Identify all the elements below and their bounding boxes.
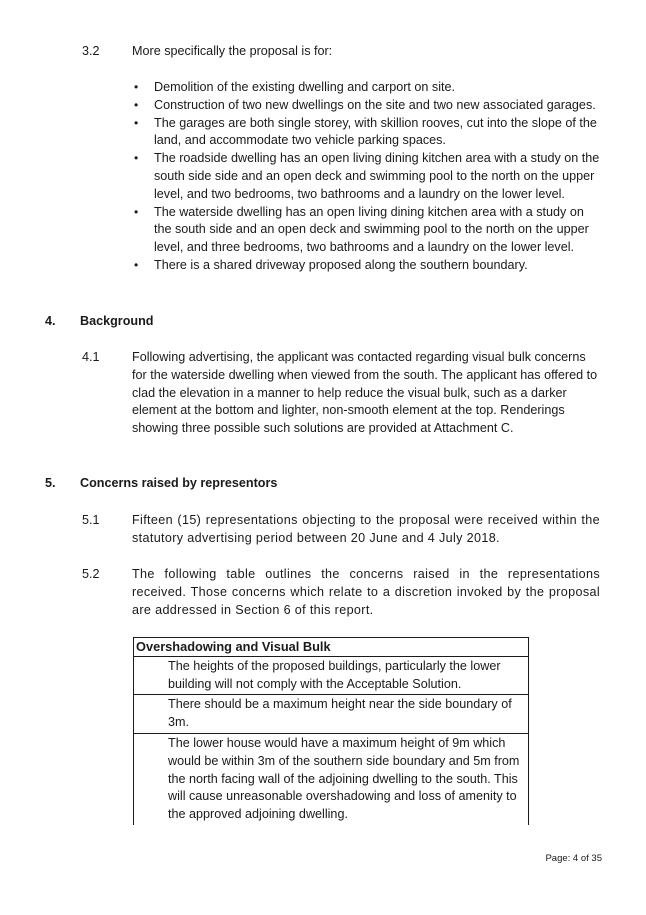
page-number: Page: 4 of 35 xyxy=(545,853,602,864)
table-header-row xyxy=(134,638,529,657)
item-5-2-text: The following table outlines the concerns raised in the representations received. Those concerns which relate to a discretion invoked by the proposal are addressed in Section 6 of this report. xyxy=(132,567,600,617)
bullet-icon: • xyxy=(134,97,139,112)
bullet-icon: • xyxy=(134,257,139,272)
bullet-icon: • xyxy=(134,80,139,94)
item-4-1-text: Following advertising, the applicant was contacted regarding visual bulk concerns for the waterside dwelling when viewed from the south. The applicant has offered to clad the elevation in a manner to help reduce the visual bulk, such as a darker element at the bottom and lighter, non-smooth element at the top. Renderings showing three possible such solutions are provided at Attachment C. xyxy=(132,350,598,436)
concerns-table xyxy=(133,637,529,825)
table-row xyxy=(134,733,529,824)
table-row xyxy=(134,656,529,695)
bullet-icon: • xyxy=(134,204,139,219)
section-5-title: Concerns raised by representors xyxy=(80,476,278,490)
bullet-item: • Construction of two new dwellings on the site and two new associated garages. xyxy=(132,97,602,115)
bullet-item: • The waterside dwelling has an open living dining kitchen area with a study on the south side and an open deck and swimming pool to the north on the upper level, and three bedrooms, two bathrooms and a laundry on the lower level. xyxy=(134,204,589,255)
bullet-item: • Demolition of the existing dwelling and carport on site. xyxy=(132,79,602,97)
table-heading: Overshadowing and Visual Bulk xyxy=(134,638,529,657)
item-3-2-text: More specifically the proposal is for: xyxy=(132,44,333,58)
table-row xyxy=(134,695,529,734)
table-cell: There should be a maximum height near the side boundary of 3m. xyxy=(134,695,529,734)
bullet-item: • The roadside dwelling has an open living dining kitchen area with a study on the south side side and an open deck and swimming pool to the north on the upper level, and two bedrooms, two bathrooms and a laundry on the lower level. xyxy=(134,151,600,201)
item-number-5-1: 5.1 xyxy=(82,513,100,527)
bullet-item: • There is a shared driveway proposed along the southern boundary. xyxy=(132,257,602,275)
item-number-5-2: 5.2 xyxy=(82,567,100,581)
item-5-1-text: Fifteen (15) representations objecting to the proposal were received within the statutory advertising period between 20 June and 4 July 2018. xyxy=(132,513,600,545)
section-4-title: Background xyxy=(80,314,154,328)
proposal-bullet-list xyxy=(132,79,602,275)
section-4-number: 4. xyxy=(45,314,56,328)
bullet-icon: • xyxy=(134,151,139,166)
section-5-number: 5. xyxy=(45,476,56,490)
table-cell: The heights of the proposed buildings, particularly the lower building will not comply with the Acceptable Solution. xyxy=(134,656,529,695)
bullet-icon: • xyxy=(134,115,139,130)
table-cell: The lower house would have a maximum height of 9m which would be within 3m of the southern side boundary and 5m from the north facing wall of the adjoining dwelling to the south. This will cause unreasonable overshadowing and loss of amenity to the approved adjoining dwelling. xyxy=(134,733,529,824)
item-number-4-1: 4.1 xyxy=(82,350,100,364)
bullet-item: • The garages are both single storey, with skillion rooves, cut into the slope of the land, and accommodate two vehicle parking spaces. xyxy=(134,115,597,148)
item-number-3-2: 3.2 xyxy=(82,44,100,58)
